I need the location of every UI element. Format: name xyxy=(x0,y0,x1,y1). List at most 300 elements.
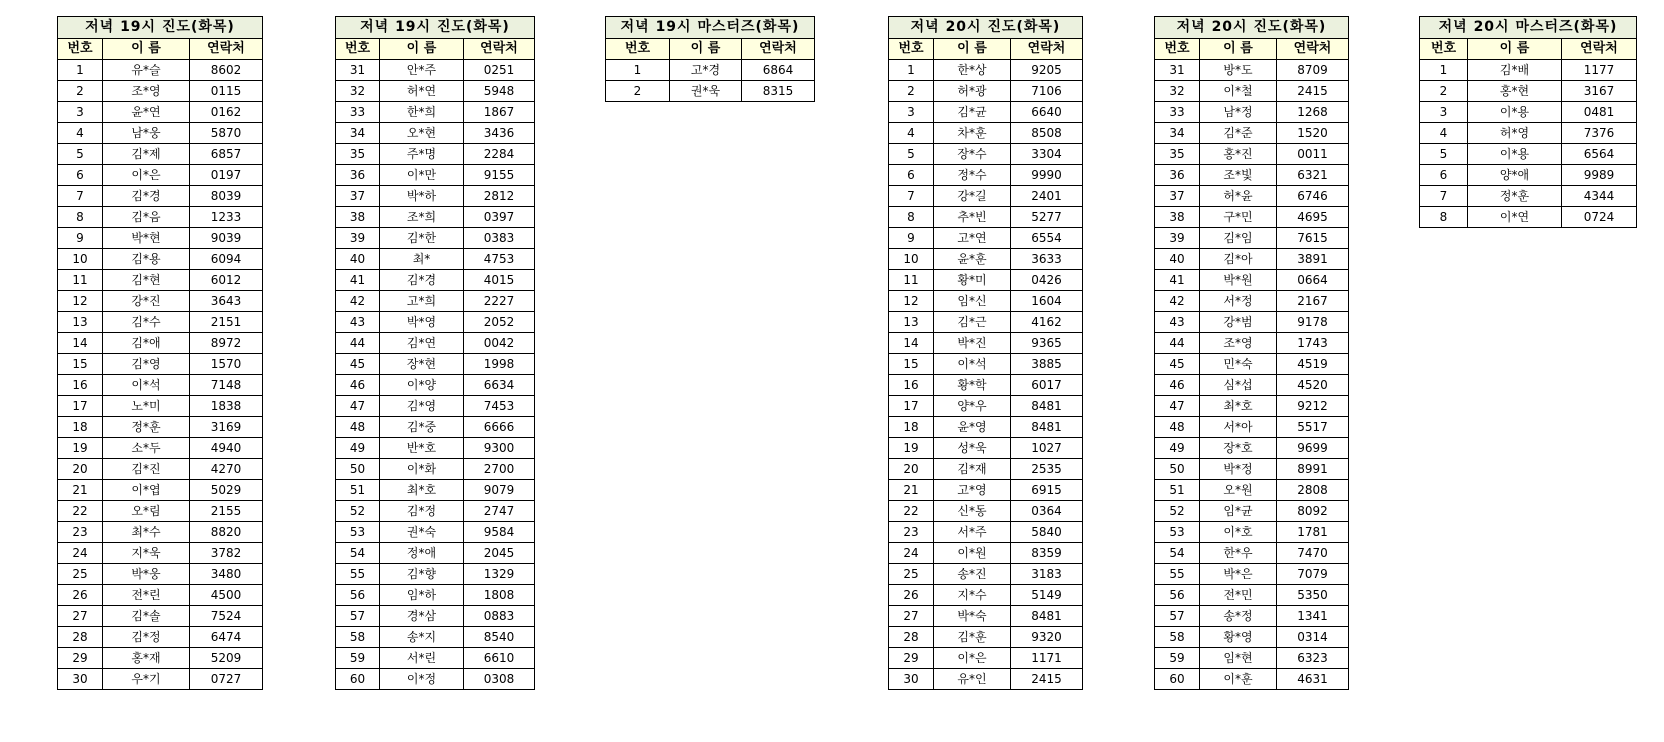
table-row xyxy=(58,648,263,669)
cell-number: 19 xyxy=(889,438,934,459)
cell-name: 추*빈 xyxy=(934,207,1011,228)
cell-name: 이*화 xyxy=(380,459,464,480)
table-row xyxy=(1155,102,1349,123)
table-row xyxy=(1420,165,1637,186)
table-row xyxy=(58,228,263,249)
cell-number: 38 xyxy=(1155,207,1200,228)
cell-name: 이*석 xyxy=(934,354,1011,375)
cell-number: 30 xyxy=(58,669,103,690)
cell-number: 47 xyxy=(1155,396,1200,417)
cell-number: 8 xyxy=(889,207,934,228)
table-title: 저녁 20시 진도(화목) xyxy=(1155,17,1349,39)
cell-contact: 2052 xyxy=(464,312,535,333)
cell-contact: 0664 xyxy=(1277,270,1349,291)
cell-number: 60 xyxy=(336,669,380,690)
cell-name: 정*애 xyxy=(380,543,464,564)
cell-contact: 4520 xyxy=(1277,375,1349,396)
cell-name: 임*균 xyxy=(1200,501,1277,522)
cell-name: 이*만 xyxy=(380,165,464,186)
cell-number: 18 xyxy=(58,417,103,438)
table-row xyxy=(889,60,1083,81)
cell-contact: 2747 xyxy=(464,501,535,522)
table-row xyxy=(336,564,535,585)
cell-contact: 4519 xyxy=(1277,354,1349,375)
cell-name: 최*수 xyxy=(103,522,190,543)
column-header-contact: 연락처 xyxy=(1562,39,1637,60)
table-row xyxy=(889,249,1083,270)
cell-name: 황*영 xyxy=(1200,627,1277,648)
table-row xyxy=(889,459,1083,480)
table-row xyxy=(336,207,535,228)
cell-name: 조*영 xyxy=(1200,333,1277,354)
cell-number: 58 xyxy=(336,627,380,648)
cell-contact: 0481 xyxy=(1562,102,1637,123)
cell-name: 허*윤 xyxy=(1200,186,1277,207)
cell-contact: 2151 xyxy=(190,312,263,333)
cell-contact: 8359 xyxy=(1011,543,1083,564)
table-row xyxy=(1155,669,1349,690)
cell-contact: 8092 xyxy=(1277,501,1349,522)
cell-number: 49 xyxy=(1155,438,1200,459)
cell-contact: 3891 xyxy=(1277,249,1349,270)
cell-name: 이*은 xyxy=(934,648,1011,669)
cell-contact: 0115 xyxy=(190,81,263,102)
cell-name: 조*영 xyxy=(103,81,190,102)
cell-number: 38 xyxy=(336,207,380,228)
table-row xyxy=(336,60,535,81)
cell-number: 46 xyxy=(336,375,380,396)
cell-number: 22 xyxy=(58,501,103,522)
cell-name: 안*주 xyxy=(380,60,464,81)
cell-number: 6 xyxy=(1420,165,1468,186)
cell-number: 1 xyxy=(889,60,934,81)
cell-contact: 0426 xyxy=(1011,270,1083,291)
roster-table-19-jindo-1 xyxy=(57,16,263,690)
cell-name: 김*준 xyxy=(1200,123,1277,144)
table-row xyxy=(889,333,1083,354)
cell-number: 40 xyxy=(336,249,380,270)
table-row xyxy=(336,81,535,102)
cell-contact: 5517 xyxy=(1277,417,1349,438)
cell-name: 김*배 xyxy=(1468,60,1562,81)
table-row xyxy=(1155,207,1349,228)
cell-name: 이*양 xyxy=(380,375,464,396)
table-row xyxy=(58,480,263,501)
cell-number: 23 xyxy=(889,522,934,543)
cell-name: 양*우 xyxy=(934,396,1011,417)
cell-name: 김*균 xyxy=(934,102,1011,123)
column-header-contact: 연락처 xyxy=(190,39,263,60)
table-row xyxy=(889,102,1083,123)
cell-contact: 0364 xyxy=(1011,501,1083,522)
cell-number: 8 xyxy=(58,207,103,228)
cell-contact: 4344 xyxy=(1562,186,1637,207)
cell-number: 27 xyxy=(889,606,934,627)
cell-contact: 2167 xyxy=(1277,291,1349,312)
cell-name: 허*연 xyxy=(380,81,464,102)
cell-name: 이*은 xyxy=(103,165,190,186)
cell-name: 홍*재 xyxy=(103,648,190,669)
cell-contact: 9212 xyxy=(1277,396,1349,417)
cell-contact: 5029 xyxy=(190,480,263,501)
cell-name: 이*호 xyxy=(1200,522,1277,543)
cell-number: 9 xyxy=(889,228,934,249)
table-row xyxy=(889,144,1083,165)
cell-name: 지*수 xyxy=(934,585,1011,606)
cell-contact: 1838 xyxy=(190,396,263,417)
cell-number: 12 xyxy=(889,291,934,312)
cell-name: 고*희 xyxy=(380,291,464,312)
table-row xyxy=(58,249,263,270)
cell-contact: 8481 xyxy=(1011,606,1083,627)
cell-name: 김*솔 xyxy=(103,606,190,627)
table-row xyxy=(889,123,1083,144)
table-row xyxy=(1420,102,1637,123)
cell-contact: 8039 xyxy=(190,186,263,207)
cell-number: 46 xyxy=(1155,375,1200,396)
cell-number: 6 xyxy=(889,165,934,186)
table-row xyxy=(1155,81,1349,102)
table-row xyxy=(336,627,535,648)
cell-contact: 2284 xyxy=(464,144,535,165)
cell-number: 4 xyxy=(1420,123,1468,144)
cell-contact: 7453 xyxy=(464,396,535,417)
cell-number: 13 xyxy=(58,312,103,333)
table-row xyxy=(1155,354,1349,375)
cell-contact: 6564 xyxy=(1562,144,1637,165)
cell-contact: 1867 xyxy=(464,102,535,123)
table-row xyxy=(889,648,1083,669)
cell-number: 49 xyxy=(336,438,380,459)
cell-contact: 3782 xyxy=(190,543,263,564)
cell-name: 권*숙 xyxy=(380,522,464,543)
cell-name: 심*섭 xyxy=(1200,375,1277,396)
cell-number: 20 xyxy=(889,459,934,480)
table-row xyxy=(1420,60,1637,81)
cell-number: 56 xyxy=(1155,585,1200,606)
column-header-number: 번호 xyxy=(58,39,103,60)
cell-number: 44 xyxy=(336,333,380,354)
cell-contact: 2415 xyxy=(1011,669,1083,690)
column-header-contact: 연락처 xyxy=(1011,39,1083,60)
roster-table-20-jindo-2 xyxy=(1154,16,1349,690)
table-row xyxy=(1155,228,1349,249)
cell-number: 30 xyxy=(889,669,934,690)
cell-number: 5 xyxy=(889,144,934,165)
table-title: 저녁 19시 진도(화목) xyxy=(58,17,263,39)
cell-number: 5 xyxy=(1420,144,1468,165)
cell-contact: 6610 xyxy=(464,648,535,669)
cell-name: 정*훈 xyxy=(1468,186,1562,207)
table-title: 저녁 19시 마스터즈(화목) xyxy=(606,17,815,39)
cell-name: 김*재 xyxy=(934,459,1011,480)
cell-number: 7 xyxy=(1420,186,1468,207)
cell-number: 41 xyxy=(1155,270,1200,291)
cell-contact: 4270 xyxy=(190,459,263,480)
cell-contact: 7079 xyxy=(1277,564,1349,585)
cell-name: 윤*연 xyxy=(103,102,190,123)
table-row xyxy=(58,543,263,564)
table-row xyxy=(336,270,535,291)
cell-number: 43 xyxy=(336,312,380,333)
cell-contact: 7615 xyxy=(1277,228,1349,249)
cell-number: 60 xyxy=(1155,669,1200,690)
cell-number: 40 xyxy=(1155,249,1200,270)
cell-contact: 1027 xyxy=(1011,438,1083,459)
table-row xyxy=(336,123,535,144)
table-row xyxy=(58,396,263,417)
cell-name: 차*훈 xyxy=(934,123,1011,144)
column-header-contact: 연락처 xyxy=(464,39,535,60)
cell-contact: 6640 xyxy=(1011,102,1083,123)
cell-contact: 6321 xyxy=(1277,165,1349,186)
cell-number: 19 xyxy=(58,438,103,459)
cell-contact: 0251 xyxy=(464,60,535,81)
table-row xyxy=(889,165,1083,186)
cell-number: 51 xyxy=(1155,480,1200,501)
cell-name: 김*애 xyxy=(103,333,190,354)
cell-name: 서*주 xyxy=(934,522,1011,543)
cell-number: 59 xyxy=(336,648,380,669)
table-title: 저녁 19시 진도(화목) xyxy=(336,17,535,39)
cell-contact: 3480 xyxy=(190,564,263,585)
cell-contact: 5840 xyxy=(1011,522,1083,543)
roster-table-19-masters xyxy=(605,16,815,102)
cell-contact: 1329 xyxy=(464,564,535,585)
cell-contact: 7106 xyxy=(1011,81,1083,102)
cell-name: 박*현 xyxy=(103,228,190,249)
cell-name: 조*희 xyxy=(380,207,464,228)
cell-contact: 1570 xyxy=(190,354,263,375)
column-header-number: 번호 xyxy=(606,39,670,60)
cell-name: 송*진 xyxy=(934,564,1011,585)
table-row xyxy=(58,60,263,81)
table-row xyxy=(336,648,535,669)
table-row xyxy=(58,291,263,312)
cell-name: 고*경 xyxy=(670,60,742,81)
table-row xyxy=(889,627,1083,648)
column-header-number: 번호 xyxy=(1420,39,1468,60)
table-row xyxy=(58,81,263,102)
cell-number: 42 xyxy=(336,291,380,312)
cell-number: 48 xyxy=(336,417,380,438)
cell-number: 9 xyxy=(58,228,103,249)
cell-contact: 5277 xyxy=(1011,207,1083,228)
cell-name: 서*아 xyxy=(1200,417,1277,438)
column-header-contact: 연락처 xyxy=(1277,39,1349,60)
cell-name: 남*웅 xyxy=(103,123,190,144)
table-row xyxy=(889,375,1083,396)
cell-contact: 4015 xyxy=(464,270,535,291)
table-row xyxy=(1155,375,1349,396)
table-row xyxy=(1155,438,1349,459)
cell-number: 59 xyxy=(1155,648,1200,669)
cell-number: 37 xyxy=(336,186,380,207)
cell-number: 39 xyxy=(336,228,380,249)
cell-name: 유*슬 xyxy=(103,60,190,81)
cell-number: 14 xyxy=(889,333,934,354)
cell-number: 47 xyxy=(336,396,380,417)
cell-number: 29 xyxy=(889,648,934,669)
table-row xyxy=(606,60,815,81)
cell-contact: 7148 xyxy=(190,375,263,396)
cell-name: 오*원 xyxy=(1200,480,1277,501)
cell-contact: 2700 xyxy=(464,459,535,480)
cell-contact: 0383 xyxy=(464,228,535,249)
cell-contact: 9320 xyxy=(1011,627,1083,648)
column-header-number: 번호 xyxy=(889,39,934,60)
cell-contact: 8972 xyxy=(190,333,263,354)
cell-name: 이*엽 xyxy=(103,480,190,501)
cell-number: 21 xyxy=(58,480,103,501)
table-row xyxy=(58,312,263,333)
cell-number: 5 xyxy=(58,144,103,165)
cell-name: 김*제 xyxy=(103,144,190,165)
cell-number: 54 xyxy=(1155,543,1200,564)
cell-number: 8 xyxy=(1420,207,1468,228)
cell-contact: 6474 xyxy=(190,627,263,648)
cell-name: 이*용 xyxy=(1468,102,1562,123)
cell-number: 44 xyxy=(1155,333,1200,354)
table-row xyxy=(1155,543,1349,564)
cell-name: 주*명 xyxy=(380,144,464,165)
cell-contact: 9990 xyxy=(1011,165,1083,186)
cell-contact: 8991 xyxy=(1277,459,1349,480)
cell-name: 강*길 xyxy=(934,186,1011,207)
cell-contact: 8315 xyxy=(742,81,815,102)
cell-contact: 9989 xyxy=(1562,165,1637,186)
table-row xyxy=(58,627,263,648)
cell-number: 20 xyxy=(58,459,103,480)
cell-contact: 3643 xyxy=(190,291,263,312)
cell-name: 박*원 xyxy=(1200,270,1277,291)
cell-contact: 6017 xyxy=(1011,375,1083,396)
table-row xyxy=(889,228,1083,249)
cell-number: 23 xyxy=(58,522,103,543)
cell-contact: 7376 xyxy=(1562,123,1637,144)
cell-contact: 3183 xyxy=(1011,564,1083,585)
cell-contact: 6857 xyxy=(190,144,263,165)
table-row xyxy=(58,501,263,522)
table-row xyxy=(58,144,263,165)
cell-number: 10 xyxy=(58,249,103,270)
table-row xyxy=(58,438,263,459)
cell-number: 36 xyxy=(336,165,380,186)
cell-name: 방*도 xyxy=(1200,60,1277,81)
cell-contact: 2415 xyxy=(1277,81,1349,102)
table-title: 저녁 20시 마스터즈(화목) xyxy=(1420,17,1637,39)
table-row xyxy=(889,606,1083,627)
cell-contact: 1177 xyxy=(1562,60,1637,81)
table-row xyxy=(1155,522,1349,543)
cell-number: 26 xyxy=(889,585,934,606)
cell-number: 39 xyxy=(1155,228,1200,249)
table-row xyxy=(336,228,535,249)
cell-contact: 0727 xyxy=(190,669,263,690)
cell-contact: 8481 xyxy=(1011,417,1083,438)
table-row xyxy=(58,270,263,291)
cell-name: 박*웅 xyxy=(103,564,190,585)
cell-number: 7 xyxy=(58,186,103,207)
cell-name: 김*용 xyxy=(103,249,190,270)
table-row xyxy=(1420,186,1637,207)
cell-name: 임*하 xyxy=(380,585,464,606)
cell-number: 2 xyxy=(889,81,934,102)
cell-name: 황*학 xyxy=(934,375,1011,396)
table-row xyxy=(1155,144,1349,165)
cell-name: 김*훈 xyxy=(934,627,1011,648)
cell-number: 13 xyxy=(889,312,934,333)
cell-name: 이*연 xyxy=(1468,207,1562,228)
cell-name: 한*희 xyxy=(380,102,464,123)
cell-name: 김*정 xyxy=(103,627,190,648)
cell-number: 2 xyxy=(58,81,103,102)
cell-number: 53 xyxy=(1155,522,1200,543)
cell-number: 28 xyxy=(58,627,103,648)
cell-name: 홍*진 xyxy=(1200,144,1277,165)
cell-name: 박*은 xyxy=(1200,564,1277,585)
table-row xyxy=(58,459,263,480)
table-row xyxy=(336,144,535,165)
cell-name: 정*수 xyxy=(934,165,1011,186)
cell-name: 최* xyxy=(380,249,464,270)
cell-number: 3 xyxy=(1420,102,1468,123)
table-row xyxy=(1155,123,1349,144)
table-row xyxy=(889,207,1083,228)
cell-number: 26 xyxy=(58,585,103,606)
cell-contact: 5350 xyxy=(1277,585,1349,606)
table-row xyxy=(889,522,1083,543)
cell-name: 반*호 xyxy=(380,438,464,459)
cell-name: 김*한 xyxy=(380,228,464,249)
cell-name: 오*림 xyxy=(103,501,190,522)
cell-name: 박*영 xyxy=(380,312,464,333)
cell-contact: 5870 xyxy=(190,123,263,144)
cell-contact: 4500 xyxy=(190,585,263,606)
column-header-contact: 연락처 xyxy=(742,39,815,60)
cell-name: 김*아 xyxy=(1200,249,1277,270)
cell-contact: 1781 xyxy=(1277,522,1349,543)
cell-name: 이*정 xyxy=(380,669,464,690)
cell-number: 28 xyxy=(889,627,934,648)
roster-table-20-jindo-1 xyxy=(888,16,1083,690)
table-row xyxy=(336,291,535,312)
table-row xyxy=(889,312,1083,333)
table-row xyxy=(1155,585,1349,606)
table-row xyxy=(336,354,535,375)
column-header-name: 이 름 xyxy=(670,39,742,60)
cell-number: 1 xyxy=(606,60,670,81)
cell-name: 송*지 xyxy=(380,627,464,648)
cell-number: 25 xyxy=(58,564,103,585)
cell-number: 14 xyxy=(58,333,103,354)
cell-name: 권*욱 xyxy=(670,81,742,102)
table-row xyxy=(889,585,1083,606)
cell-name: 송*정 xyxy=(1200,606,1277,627)
table-row xyxy=(1420,81,1637,102)
cell-contact: 8508 xyxy=(1011,123,1083,144)
table-row xyxy=(1155,501,1349,522)
table-row xyxy=(606,81,815,102)
cell-number: 3 xyxy=(58,102,103,123)
cell-contact: 6864 xyxy=(742,60,815,81)
cell-contact: 2227 xyxy=(464,291,535,312)
table-row xyxy=(58,564,263,585)
cell-number: 45 xyxy=(1155,354,1200,375)
table-row xyxy=(1155,627,1349,648)
cell-number: 15 xyxy=(58,354,103,375)
cell-contact: 0314 xyxy=(1277,627,1349,648)
